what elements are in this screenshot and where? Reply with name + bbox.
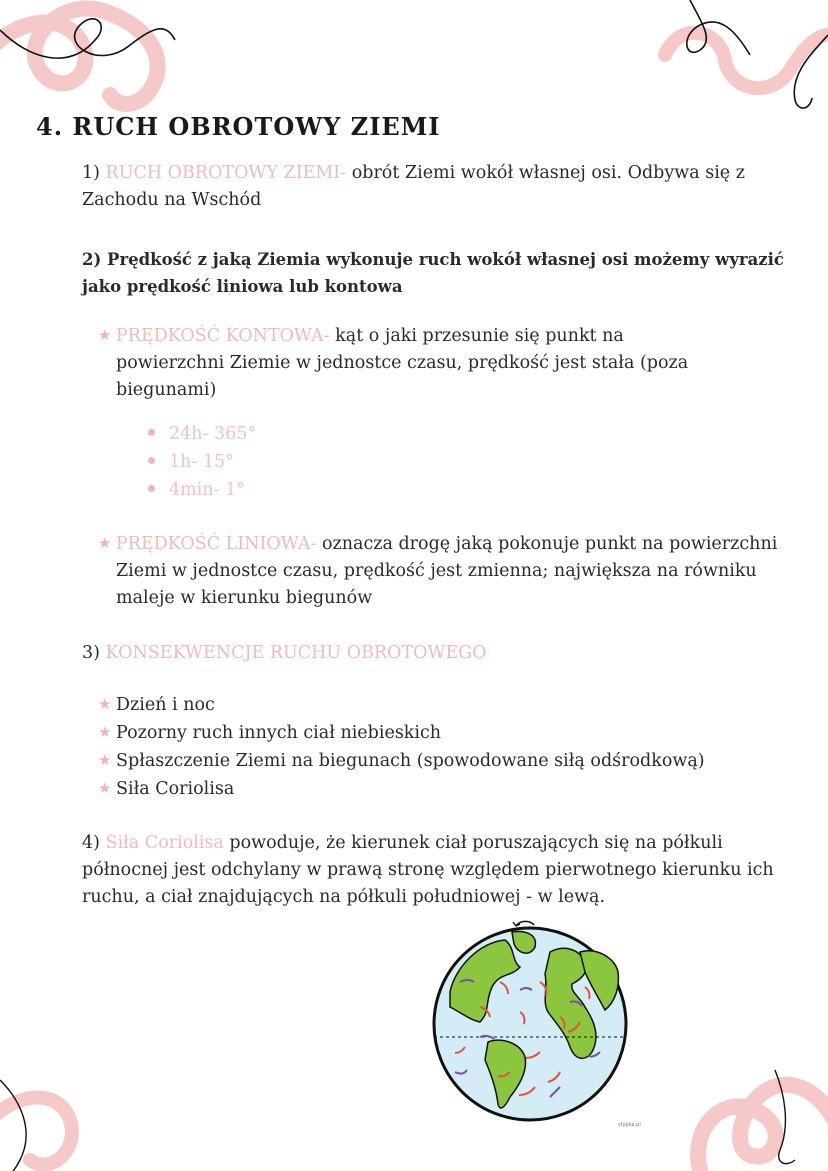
star-bullet-icon: ★ — [98, 326, 112, 344]
star-bullet-icon: ★ — [98, 534, 112, 552]
section-1-number: 1) — [82, 163, 100, 183]
section-3-heading — [82, 640, 487, 667]
section-3-term: KONSEKWENCJE RUCHU OBROTOWEGO — [105, 643, 487, 663]
list-item-text: Pozorny ruch innych ciał niebieskich — [116, 723, 442, 743]
angular-velocity-text-line3: biegunami) — [116, 380, 217, 400]
top-left-decoration — [0, 0, 200, 130]
section-4-number: 4) — [82, 833, 100, 853]
section-1-text-line2: Zachodu na Wschód — [82, 190, 262, 210]
page-title: 4. RUCH OBROTOWY ZIEMI — [36, 112, 441, 141]
list-item — [98, 719, 798, 747]
section-3-number: 3) — [82, 643, 100, 663]
list-item-text: 4min- 1° — [169, 480, 245, 500]
consequences-list — [98, 691, 798, 803]
dot-bullet-icon — [148, 429, 155, 436]
linear-velocity-text-line2: Ziemi w jednostce czasu, prędkość jest zmienna; największa na równiku — [116, 561, 757, 581]
angular-velocity-text-line2: powierzchni Ziemie w jednostce czasu, prędkość jest stała (poza — [116, 353, 689, 373]
image-caption: stypka.pl — [618, 1122, 641, 1128]
section-4-term: Siła Coriolisa — [105, 833, 224, 853]
list-item — [148, 476, 256, 504]
list-item — [98, 747, 798, 775]
section-4-text-line3: ruchu, a ciał znajdujących na półkuli południowej - w lewą. — [82, 887, 606, 907]
list-item — [148, 420, 256, 448]
section-1 — [82, 160, 782, 214]
list-item-text: Dzień i noc — [116, 695, 215, 715]
angular-velocity-term: PRĘDKOŚĆ KONTOWA- — [116, 326, 330, 346]
star-bullet-icon: ★ — [98, 695, 112, 713]
list-item — [148, 448, 256, 476]
top-right-decoration — [640, 0, 828, 120]
list-item — [98, 775, 798, 803]
star-bullet-icon: ★ — [98, 723, 112, 741]
section-1-term: RUCH OBROTOWY ZIEMI- — [105, 163, 347, 183]
section-2 — [82, 246, 802, 300]
section-2-line2: jako prędkość liniowa lub kontowa — [82, 277, 403, 296]
section-4-text-line2: północnej jest odchylany w prawą stronę względem pierwotnego kierunku ich — [82, 860, 774, 880]
angular-velocity-item — [98, 322, 718, 404]
star-bullet-icon: ★ — [98, 779, 112, 797]
list-item-text: 24h- 365° — [169, 424, 257, 444]
linear-velocity-text-line3: maleje w kierunku biegunów — [116, 588, 373, 608]
list-item-text: Spłaszczenie Ziemi na biegunach (spowodowane siłą odśrodkową) — [116, 751, 705, 771]
bottom-right-decoration — [680, 1040, 828, 1171]
section-1-text: obrót Ziemi wokół własnej osi. Odbywa się z — [346, 163, 745, 183]
section-2-line1: 2) Prędkość z jaką Ziemia wykonuje ruch wokół własnej osi możemy wyrazić — [82, 250, 784, 269]
dot-bullet-icon — [148, 457, 155, 464]
linear-velocity-term: PRĘDKOŚĆ LINIOWA- — [116, 534, 317, 554]
list-item-text: 1h- 15° — [169, 452, 234, 472]
linear-velocity-text: oznacza drogę jaką pokonuje punkt na powierzchni — [316, 534, 778, 554]
coriolis-globe-illustration — [420, 912, 640, 1132]
linear-velocity-item — [98, 530, 798, 612]
star-bullet-icon: ★ — [98, 751, 112, 769]
dot-bullet-icon — [148, 485, 155, 492]
angular-velocity-bullets — [148, 420, 256, 504]
list-item — [98, 691, 798, 719]
section-4-text: powoduje, że kierunek ciał poruszających się na półkuli — [223, 833, 723, 853]
bottom-left-decoration — [0, 1060, 110, 1171]
list-item-text: Siła Coriolisa — [116, 779, 235, 799]
angular-velocity-text: kąt o jaki przesunie się punkt na — [329, 326, 624, 346]
section-4 — [82, 830, 802, 911]
